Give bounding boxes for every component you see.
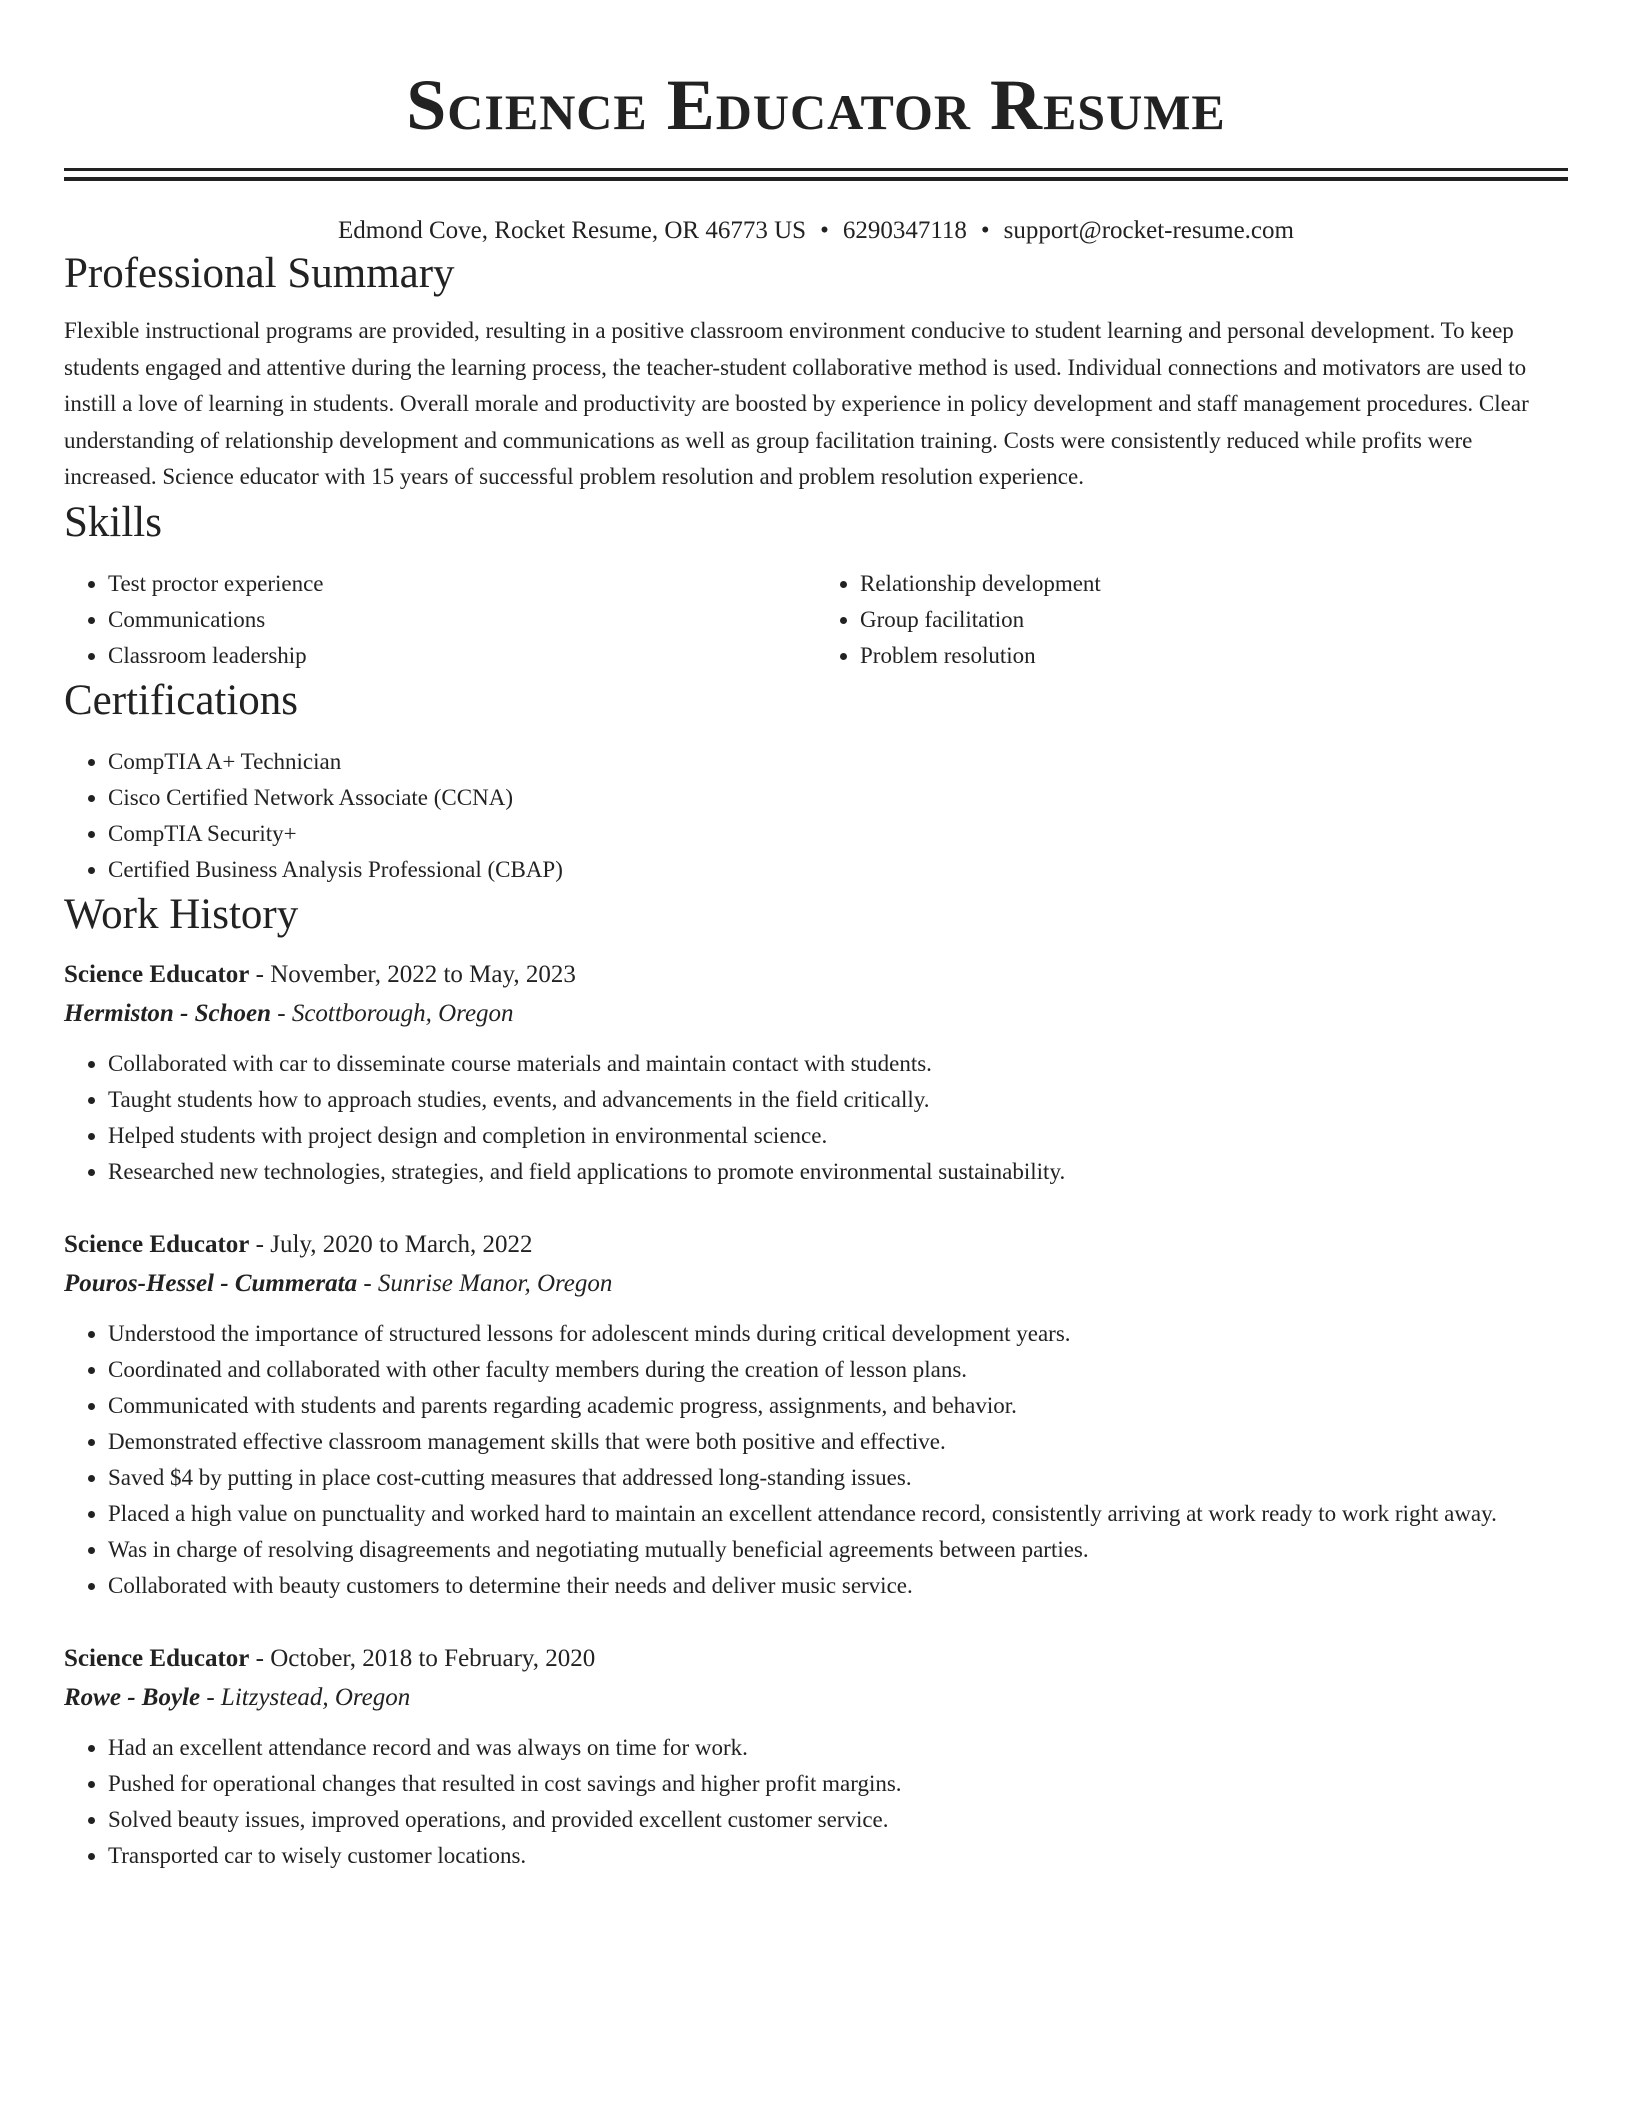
job-company-line [64, 1264, 1568, 1304]
certifications-heading: Certifications [64, 676, 299, 724]
contact-phone: 6290347118 [842, 217, 967, 244]
job-bullet: • Helped students with project design and completion in environmental science. [108, 1118, 1568, 1154]
job-dash: - [270, 999, 292, 1027]
job-bullet: • Taught students how to approach studies, events, and advancements in the field critically. [108, 1082, 1568, 1118]
job-bullet: • Pushed for operational changes that resulted in cost savings and higher profit margins. [108, 1766, 1568, 1802]
contact-line [64, 215, 1568, 247]
job-bullet: • Solved beauty issues, improved operations, and provided excellent customer service. [108, 1802, 1568, 1838]
job-title-line [64, 956, 1568, 994]
job-bullets [64, 1046, 1568, 1190]
skill-item: • Test proctor experience [108, 566, 816, 602]
certification-item: • CompTIA Security+ [108, 816, 1568, 852]
job-role: Science Educator [64, 1644, 250, 1672]
job-dash: - [249, 1644, 271, 1672]
job-bullet: • Saved $4 by putting in place cost-cutting measures that addressed long-standing issues. [108, 1460, 1568, 1496]
certifications-list [64, 744, 1568, 888]
job-role: Science Educator [64, 960, 250, 988]
skill-item: • Group facilitation [860, 602, 1568, 638]
job-dates: July, 2020 to March, 2022 [270, 1230, 533, 1258]
skill-item: • Problem resolution [860, 638, 1568, 674]
contact-email: support@rocket-resume.com [1003, 217, 1294, 244]
job-role: Science Educator [64, 1230, 250, 1258]
job-bullets [64, 1316, 1568, 1604]
job-location: Scottborough, Oregon [291, 999, 514, 1027]
job-company-line [64, 994, 1568, 1034]
job-dates: October, 2018 to February, 2020 [270, 1644, 596, 1672]
job-location: Litzystead, Oregon [220, 1683, 411, 1711]
job-bullet: • Was in charge of resolving disagreements and negotiating mutually beneficial agreements between parties. [108, 1532, 1568, 1568]
certification-item: • Cisco Certified Network Associate (CCNA) [108, 780, 1568, 816]
work-history-heading: Work History [64, 890, 299, 938]
contact-address: Edmond Cove, Rocket Resume, OR 46773 US [338, 217, 807, 244]
job-company-line [64, 1678, 1568, 1718]
job-dash: - [200, 1683, 221, 1711]
job-dash: - [357, 1269, 378, 1297]
certification-item: • Certified Business Analysis Professional (CBAP) [108, 852, 1568, 888]
job-bullets [64, 1730, 1568, 1874]
job-bullet: • Placed a high value on punctuality and worked hard to maintain an excellent attendance record, consistently arriving at work ready to work right away. [108, 1496, 1568, 1532]
job-company: Pouros-Hessel - Cummerata [64, 1269, 358, 1297]
job-title-line [64, 1640, 1568, 1678]
job-bullet: • Communicated with students and parents regarding academic progress, assignments, and behavior. [108, 1388, 1568, 1424]
summary-heading: Professional Summary [64, 250, 455, 297]
job-bullet: • Had an excellent attendance record and was always on time for work. [108, 1730, 1568, 1766]
job-bullet: • Coordinated and collaborated with other faculty members during the creation of lesson plans. [108, 1352, 1568, 1388]
job-location: Sunrise Manor, Oregon [377, 1269, 613, 1297]
summary-text: Flexible instructional programs are provided, resulting in a positive classroom environment conducive to student learning and personal development. To keep students engaged and attentive during the learning process, the teacher-student collaborative method is used. Individual connections and motivators are used to instill a love of learning in students. Overall morale and productivity are boosted by experience in policy development and staff management procedures. Clear understanding of relationship development and communications as well as group facilitation training. Costs were consistently reduced while profits were increased. Science educator with 15 years of successful problem resolution and problem resolution experience. [64, 318, 1529, 489]
title-divider-thin [64, 168, 1568, 171]
skills-list-left [64, 566, 816, 674]
resume-title: Science Educator Resume [406, 65, 1226, 145]
certification-item: • CompTIA A+ Technician [108, 744, 1568, 780]
job-title-line [64, 1226, 1568, 1264]
job-dash: - [249, 960, 271, 988]
job-bullet: • Collaborated with car to disseminate course materials and maintain contact with students. [108, 1046, 1568, 1082]
contact-separator: • [980, 217, 990, 244]
skills-list-right [816, 566, 1568, 674]
job-bullet: • Understood the importance of structured lessons for adolescent minds during critical development years. [108, 1316, 1568, 1352]
contact-separator: • [820, 217, 829, 244]
job-company: Hermiston - Schoen [64, 999, 271, 1027]
skills-heading: Skills [64, 498, 162, 546]
job-bullet: • Demonstrated effective classroom management skills that were both positive and effective. [108, 1424, 1568, 1460]
job-entry [64, 1226, 1568, 1604]
skill-item: • Communications [108, 602, 816, 638]
job-bullet: • Researched new technologies, strategies, and field applications to promote environmental sustainability. [108, 1154, 1568, 1190]
job-company: Rowe - Boyle [64, 1683, 201, 1711]
job-bullet: • Collaborated with beauty customers to determine their needs and deliver music service. [108, 1568, 1568, 1604]
job-dash: - [249, 1230, 271, 1258]
skill-item: • Classroom leadership [108, 638, 816, 674]
skills-grid [64, 566, 1568, 674]
title-divider-thick [64, 177, 1568, 181]
job-dates: November, 2022 to May, 2023 [270, 960, 576, 988]
job-entry [64, 956, 1568, 1190]
job-bullet: • Transported car to wisely customer locations. [108, 1838, 1568, 1874]
skill-item: • Relationship development [860, 566, 1568, 602]
job-entry [64, 1640, 1568, 1874]
